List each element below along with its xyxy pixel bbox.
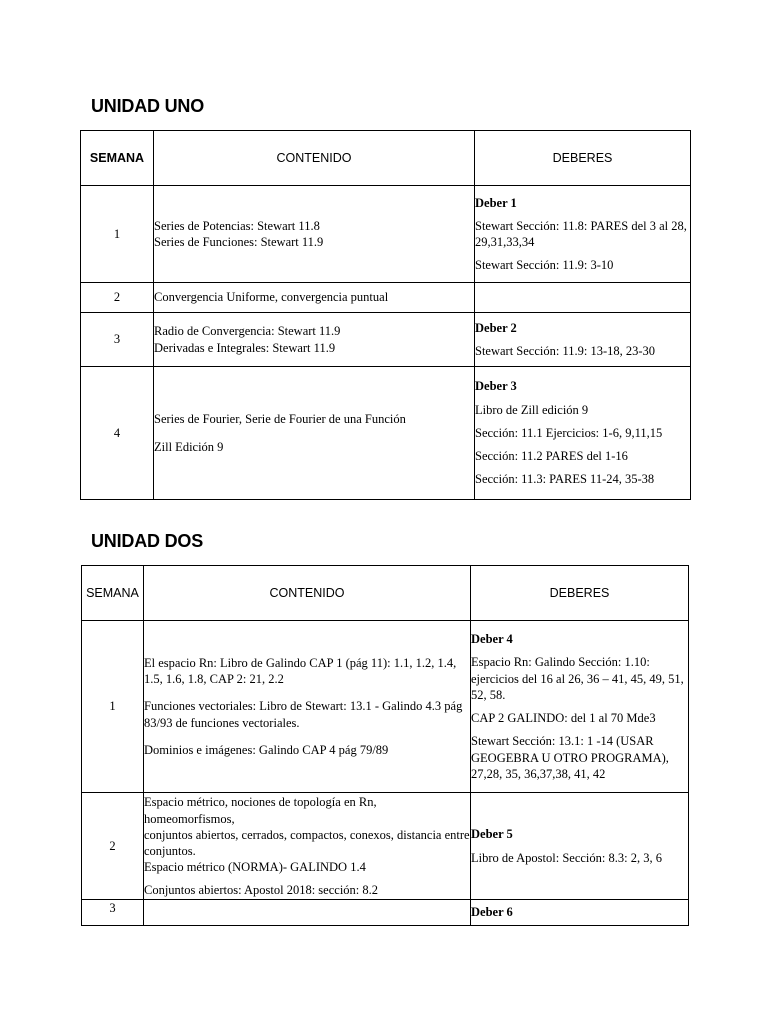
content-line: conjuntos abiertos, cerrados, compactos, conexos, distancia entre conjuntos. xyxy=(144,827,470,858)
deber-line: Stewart Sección: 13.1: 1 -14 (USAR GEOGEBRA U OTRO PROGRAMA), 27,28, 35, 36,37,38, 41, 42 xyxy=(471,734,669,781)
deber-line: Sección: 11.1 Ejercicios: 1-6, 9,11,15 xyxy=(475,425,663,440)
table-header-row xyxy=(81,131,691,186)
content-line: Convergencia Uniforme, convergencia puntual xyxy=(154,290,389,305)
deber-title: Deber 2 xyxy=(475,320,517,335)
deber-cell xyxy=(475,283,691,313)
deber-line: CAP 2 GALINDO: del 1 al 70 Mde3 xyxy=(471,711,656,725)
week-number: 2 xyxy=(82,793,144,900)
content-cell xyxy=(144,793,471,900)
table-header-row xyxy=(82,566,689,621)
table-row xyxy=(81,313,691,367)
week-number: 2 xyxy=(81,283,154,313)
content-line: Conjuntos abiertos: Apostol 2018: sección: 8.2 xyxy=(144,882,379,897)
content-line: Series de Potencias: Stewart 11.8 xyxy=(154,218,320,233)
content-line: Series de Funciones: Stewart 11.9 xyxy=(154,235,324,249)
unit-one-table xyxy=(80,130,691,500)
deber-cell xyxy=(471,900,689,926)
content-cell xyxy=(154,186,475,283)
table-row xyxy=(81,186,691,283)
content-line: Dominios e imágenes: Galindo CAP 4 pág 79/89 xyxy=(144,742,389,757)
unit-two-title: UNIDAD DOS xyxy=(91,531,204,551)
content-line: Espacio métrico (NORMA)- GALINDO 1.4 xyxy=(144,860,366,875)
deber-cell xyxy=(471,621,689,793)
header-deberes: DEBERES xyxy=(471,566,689,621)
content-line: Zill Edición 9 xyxy=(154,439,224,454)
deber-line: Libro de Zill edición 9 xyxy=(475,402,589,417)
deber-title: Deber 6 xyxy=(471,905,513,920)
deber-line: Espacio Rn: Galindo Sección: 1.10: ejercicios del 16 al 26, 36 – 41, 45, 49, 51, 52, 58. xyxy=(471,655,684,702)
unit-two-table xyxy=(81,565,689,926)
deber-title: Deber 1 xyxy=(475,195,517,210)
content-cell xyxy=(144,900,471,926)
deber-line: Libro de Apostol: Sección: 8.3: 2, 3, 6 xyxy=(471,850,662,865)
content-line: El espacio Rn: Libro de Galindo CAP 1 (pág 11): 1.1, 1.2, 1.4, 1.5, 1.6, 1.8, CAP 2: 21, 2.2 xyxy=(144,655,457,687)
content-cell xyxy=(154,367,475,500)
content-line: Funciones vectoriales: Libro de Stewart: 13.1 - Galindo 4.3 pág 83/93 de funciones vectoriales. xyxy=(144,699,463,730)
content-line: Radio de Convergencia: Stewart 11.9 xyxy=(154,324,341,339)
content-line: Series de Fourier, Serie de Fourier de una Función xyxy=(154,412,406,427)
unit-one-title: UNIDAD UNO xyxy=(91,96,204,116)
week-number: 3 xyxy=(82,900,144,926)
deber-line: Stewart Sección: 11.8: PARES del 3 al 28, 29,31,33,34 xyxy=(475,218,687,249)
deber-cell xyxy=(475,186,691,283)
content-cell xyxy=(154,313,475,367)
deber-cell xyxy=(471,793,689,900)
deber-title: Deber 5 xyxy=(471,827,513,842)
deber-cell xyxy=(475,313,691,367)
header-deberes: DEBERES xyxy=(475,131,691,186)
deber-title: Deber 3 xyxy=(475,379,517,394)
content-line: Derivadas e Integrales: Stewart 11.9 xyxy=(154,340,336,355)
deber-line: Sección: 11.3: PARES 11-24, 35-38 xyxy=(475,472,655,487)
header-semana: SEMANA xyxy=(81,131,154,186)
deber-cell xyxy=(475,367,691,500)
content-cell xyxy=(154,283,475,313)
week-number: 3 xyxy=(81,313,154,367)
deber-title: Deber 4 xyxy=(471,632,513,646)
table-row xyxy=(81,367,691,500)
header-semana: SEMANA xyxy=(82,566,144,621)
header-contenido: CONTENIDO xyxy=(154,131,475,186)
deber-line: Stewart Sección: 11.9: 3-10 xyxy=(475,258,614,273)
deber-line: Stewart Sección: 11.9: 13-18, 23-30 xyxy=(475,344,656,358)
table-row xyxy=(81,283,691,313)
week-number: 4 xyxy=(81,367,154,500)
table-row xyxy=(82,793,689,900)
deber-line: Sección: 11.2 PARES del 1-16 xyxy=(475,449,628,464)
header-contenido: CONTENIDO xyxy=(144,566,471,621)
week-number: 1 xyxy=(81,186,154,283)
table-row xyxy=(82,900,689,926)
week-number: 1 xyxy=(82,621,144,793)
content-line: Espacio métrico, nociones de topología en Rn, homeomorfismos, xyxy=(144,795,377,826)
content-cell xyxy=(144,621,471,793)
table-row xyxy=(82,621,689,793)
